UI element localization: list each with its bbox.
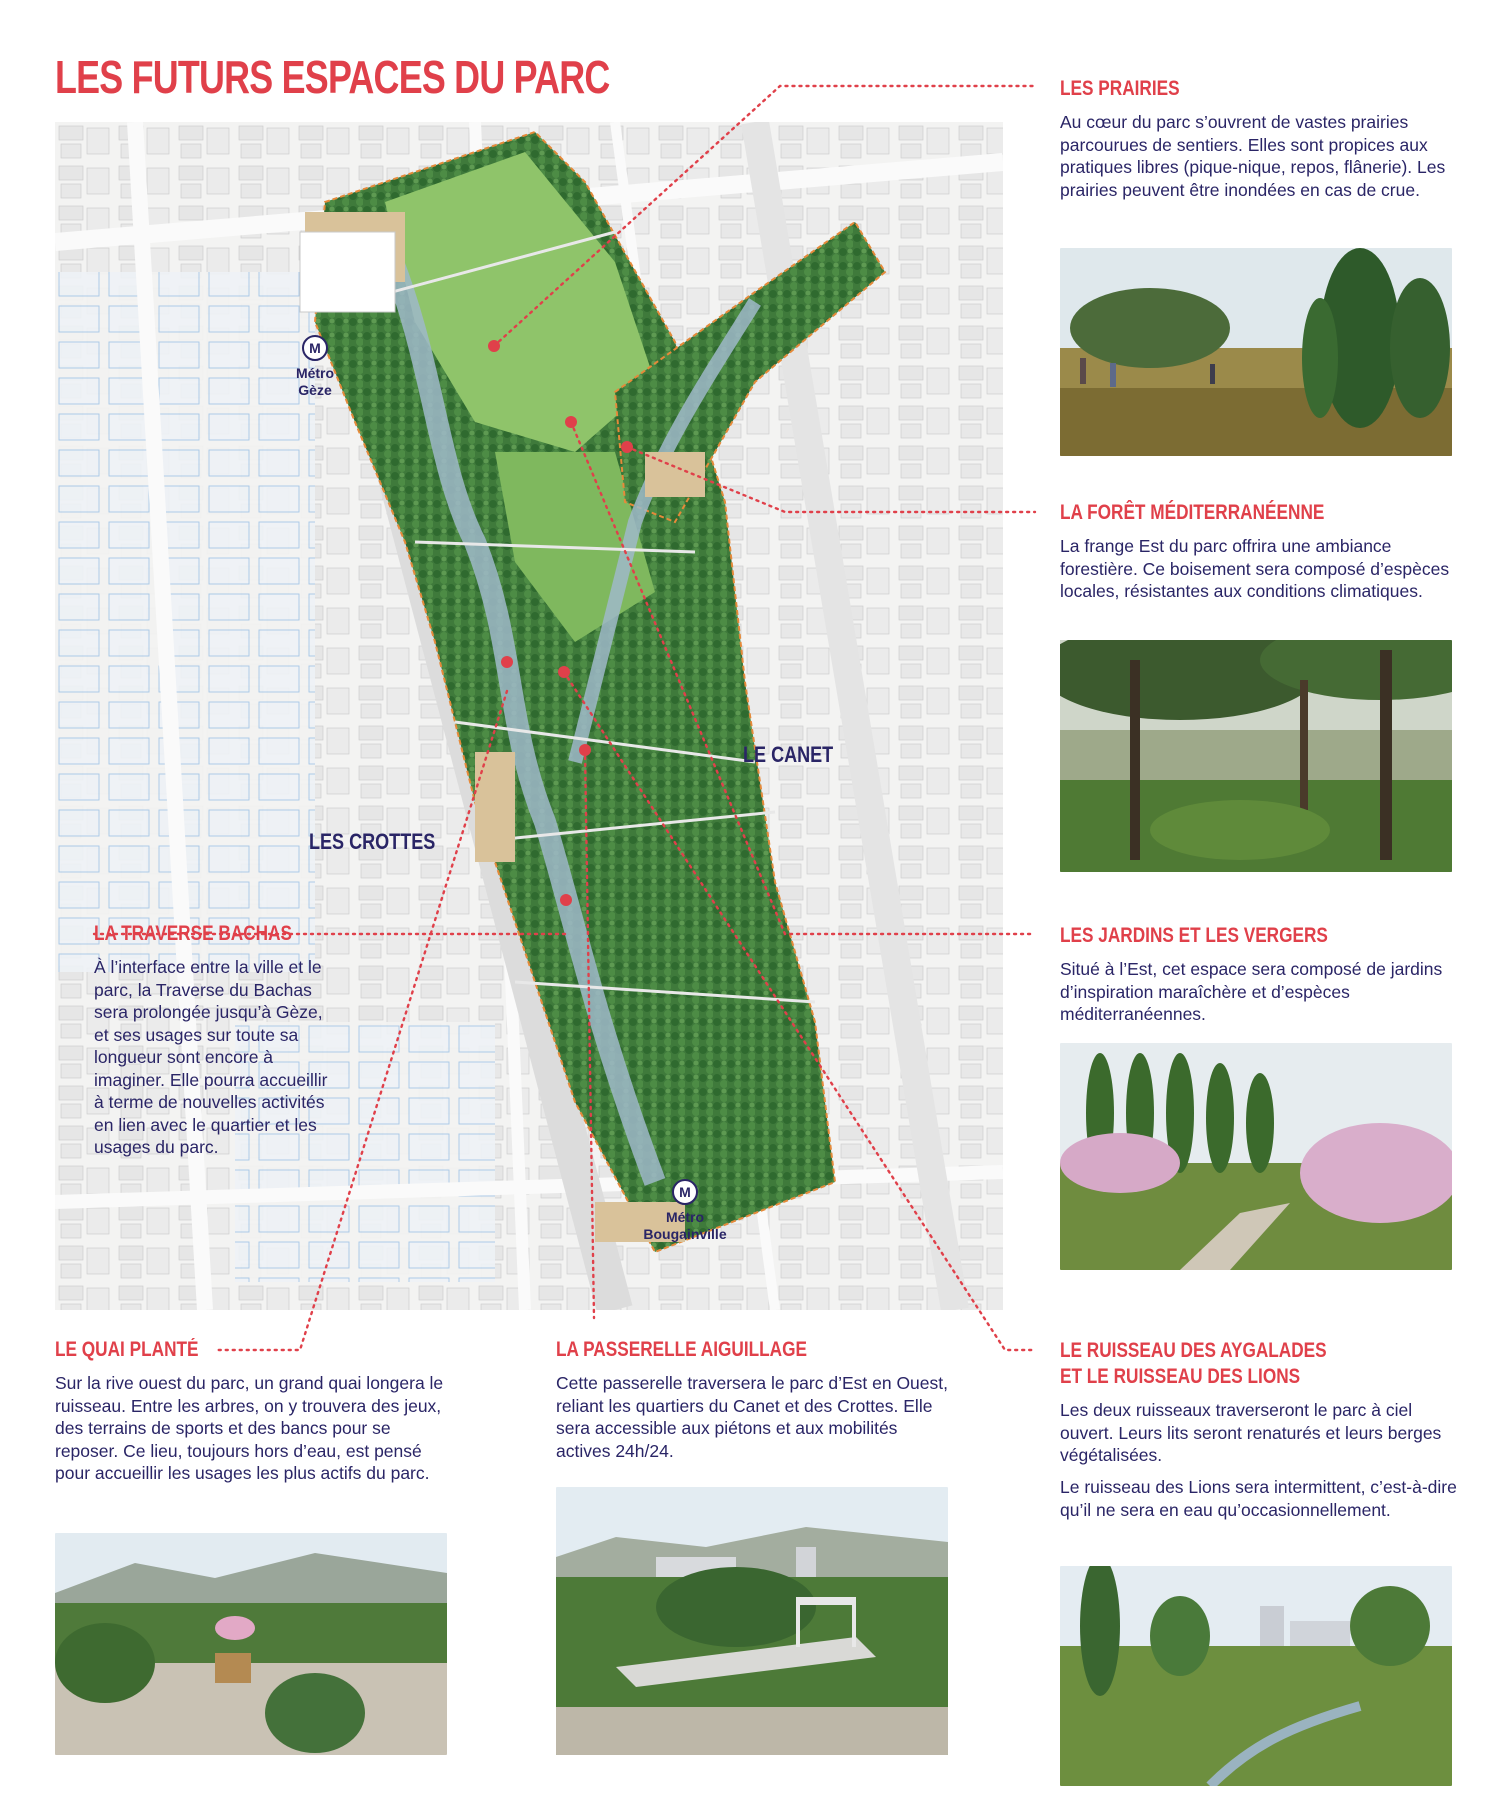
section-text-quai: Sur la rive ouest du parc, un grand quai longera le ruisseau. Entre les arbres, on y trouvera des jeux, des terrains de sports et des bancs pour se reposer. Ce lieu, toujours hors d’eau, est pensé pour accueillir les usages les plus actifs du parc. — [55, 1373, 444, 1483]
metro-geze — [275, 335, 355, 399]
section-title-jardins: LES JARDINS ET LES VERGERS — [1060, 924, 1328, 947]
section-text-prairies: Au cœur du parc s’ouvrent de vastes prairies parcourues de sentiers. Elles sont propices aux pratiques libres (pique-nique, repos, flânerie). Les prairies peuvent être inondées en cas de crue. — [1060, 112, 1446, 200]
page-title: LES FUTURS ESPACES DU PARC — [55, 51, 610, 103]
metro-icon: M — [672, 1179, 698, 1205]
district-label-le-canet: LE CANET — [743, 742, 834, 767]
district-label-les-crottes: LES CROTTES — [309, 829, 436, 854]
metro-geze-line1: Métro — [295, 365, 335, 381]
section-title-traverse: LA TRAVERSE BACHAS — [94, 922, 293, 945]
section-title-foret: LA FORÊT MÉDITERRANÉENNE — [1060, 501, 1325, 524]
section-title-prairies: LES PRAIRIES — [1060, 77, 1180, 100]
section-text-traverse: À l’interface entre la ville et le parc, la Traverse du Bachas sera prolongée jusqu’à Gèze, et ses usages sur toute sa longueur sont encore à imaginer. Elle pourra accueillir à terme de nouvelles activités en lien avec le quartier et les usages du parc. — [94, 957, 328, 1157]
photo-foret — [1060, 640, 1452, 872]
photo-passerelle — [556, 1487, 948, 1755]
section-title-passerelle: LA PASSERELLE AIGUILLAGE — [556, 1338, 807, 1361]
photo-prairies — [1060, 248, 1452, 456]
metro-bougainville-line2: Bougainville — [643, 1226, 727, 1242]
metro-icon: M — [302, 335, 328, 361]
section-text-jardins: Situé à l’Est, cet espace sera composé de jardins d’inspiration maraîchère et d’espèces méditerranéennes. — [1060, 959, 1443, 1024]
metro-bougainville-line1: Métro — [665, 1209, 705, 1225]
metro-geze-line2: Gèze — [298, 382, 332, 398]
section-title-quai: LE QUAI PLANTÉ — [55, 1338, 199, 1361]
section-text-ruisseau-1: Les deux ruisseaux traverseront le parc à ciel ouvert. Leurs lits seront renaturés et leurs berges végétalisées. — [1060, 1400, 1442, 1465]
metro-bougainville — [635, 1179, 735, 1243]
photo-quai — [55, 1533, 447, 1755]
section-title-ruisseau-line2: ET LE RUISSEAU DES LIONS — [1060, 1365, 1301, 1388]
photo-ruisseau — [1060, 1566, 1452, 1786]
section-text-passerelle: Cette passerelle traversera le parc d’Est en Ouest, reliant les quartiers du Canet et des Crottes. Elle sera accessible aux piétons et aux mobilités actives 24h/24. — [556, 1373, 948, 1461]
section-title-ruisseau-line1: LE RUISSEAU DES AYGALADES — [1060, 1339, 1327, 1362]
section-text-ruisseau-2: Le ruisseau des Lions sera intermittent, c’est-à-dire qu’il ne sera en eau qu’occasionnellement. — [1060, 1477, 1457, 1520]
section-text-foret: La frange Est du parc offrira une ambiance forestière. Ce boisement sera composé d’espèces locales, résistantes aux conditions climatiques. — [1060, 536, 1450, 601]
photo-jardins — [1060, 1043, 1452, 1270]
